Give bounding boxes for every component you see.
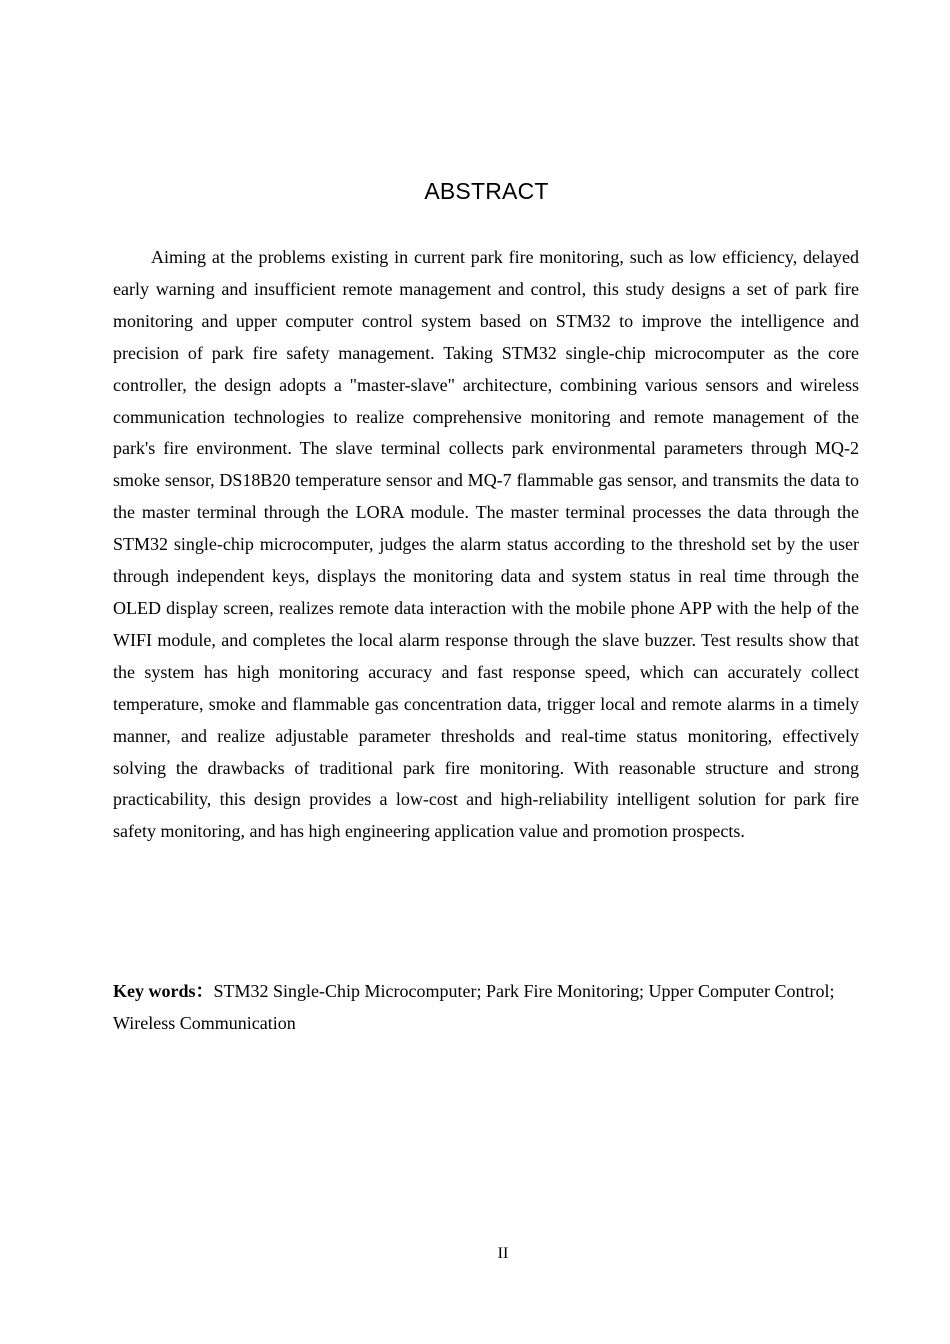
keywords-paragraph (113, 976, 859, 1040)
keywords-list: STM32 Single-Chip Microcomputer; Park Fire Monitoring; Upper Computer Control; Wireless Communication (113, 981, 835, 1033)
abstract-body: Aiming at the problems existing in current park fire monitoring, such as low efficiency, delayed early warning and insufficient remote management and control, this study designs a set of park fire monitoring and upper computer control system based on STM32 to improve the intelligence and precision of park fire safety management. Taking STM32 single-chip microcomputer as the core controller, the design adopts a "master-slave" architecture, combining various sensors and wireless communication technologies to realize comprehensive monitoring and remote management of the park's fire environment. The slave terminal collects park environmental parameters through MQ-2 smoke sensor, DS18B20 temperature sensor and MQ-7 flammable gas sensor, and transmits the data to the master terminal through the LORA module. The master terminal processes the data through the STM32 single-chip microcomputer, judges the alarm status according to the threshold set by the user through independent keys, displays the monitoring data and system status in real time through the OLED display screen, realizes remote data interaction with the mobile phone APP with the help of the WIFI module, and completes the local alarm response through the slave buzzer. Test results show that the system has high monitoring accuracy and fast response speed, which can accurately collect temperature, smoke and flammable gas concentration data, trigger local and remote alarms in a timely manner, and realize adjustable parameter thresholds and real-time status monitoring, effectively solving the drawbacks of traditional park fire monitoring. With reasonable structure and strong practicability, this design provides a low-cost and high-reliability intelligent solution for park fire safety monitoring, and has high engineering application value and promotion prospects. (113, 247, 859, 842)
abstract-title: ABSTRACT (424, 178, 549, 204)
keywords-label: Key words： (113, 981, 214, 1001)
page-number: II (497, 1245, 509, 1262)
